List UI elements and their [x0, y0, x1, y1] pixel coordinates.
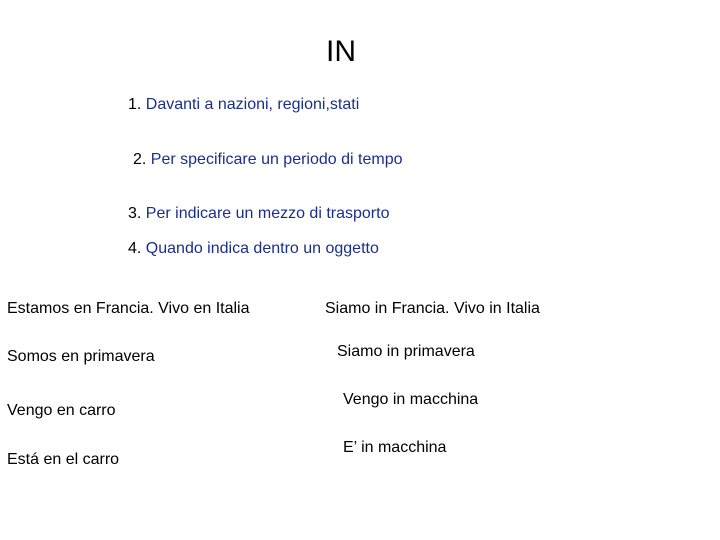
example-italian-1: Siamo in Francia. Vivo in Italia — [325, 300, 540, 317]
example-italian-3: Vengo in macchina — [343, 391, 479, 408]
example-italian-4: E’ in macchina — [343, 439, 447, 456]
example-spanish-1: Estamos en Francia. Vivo en Italia — [7, 300, 250, 317]
example-italian-2: Siamo in primavera — [337, 343, 475, 360]
rule-number: 1. — [128, 96, 142, 113]
rule-text: Per indicare un mezzo di trasporto — [145, 205, 390, 222]
example-spanish-4: Está en el carro — [7, 451, 120, 468]
rule-item-2 — [133, 150, 403, 170]
rule-text: Davanti a nazioni, regioni,stati — [145, 96, 360, 113]
rule-text: Quando indica dentro un oggetto — [145, 240, 379, 257]
example-spanish-2: Somos en primavera — [7, 348, 155, 365]
rule-text: Per specificare un periodo di tempo — [150, 151, 403, 168]
page-title: IN — [326, 35, 356, 68]
rule-item-4 — [128, 239, 379, 259]
rule-item-1 — [128, 95, 359, 115]
rule-number: 4. — [128, 240, 142, 257]
rule-item-3 — [128, 204, 389, 224]
example-spanish-3: Vengo en carro — [7, 402, 116, 419]
rule-number: 2. — [133, 151, 147, 168]
rule-number: 3. — [128, 205, 142, 222]
